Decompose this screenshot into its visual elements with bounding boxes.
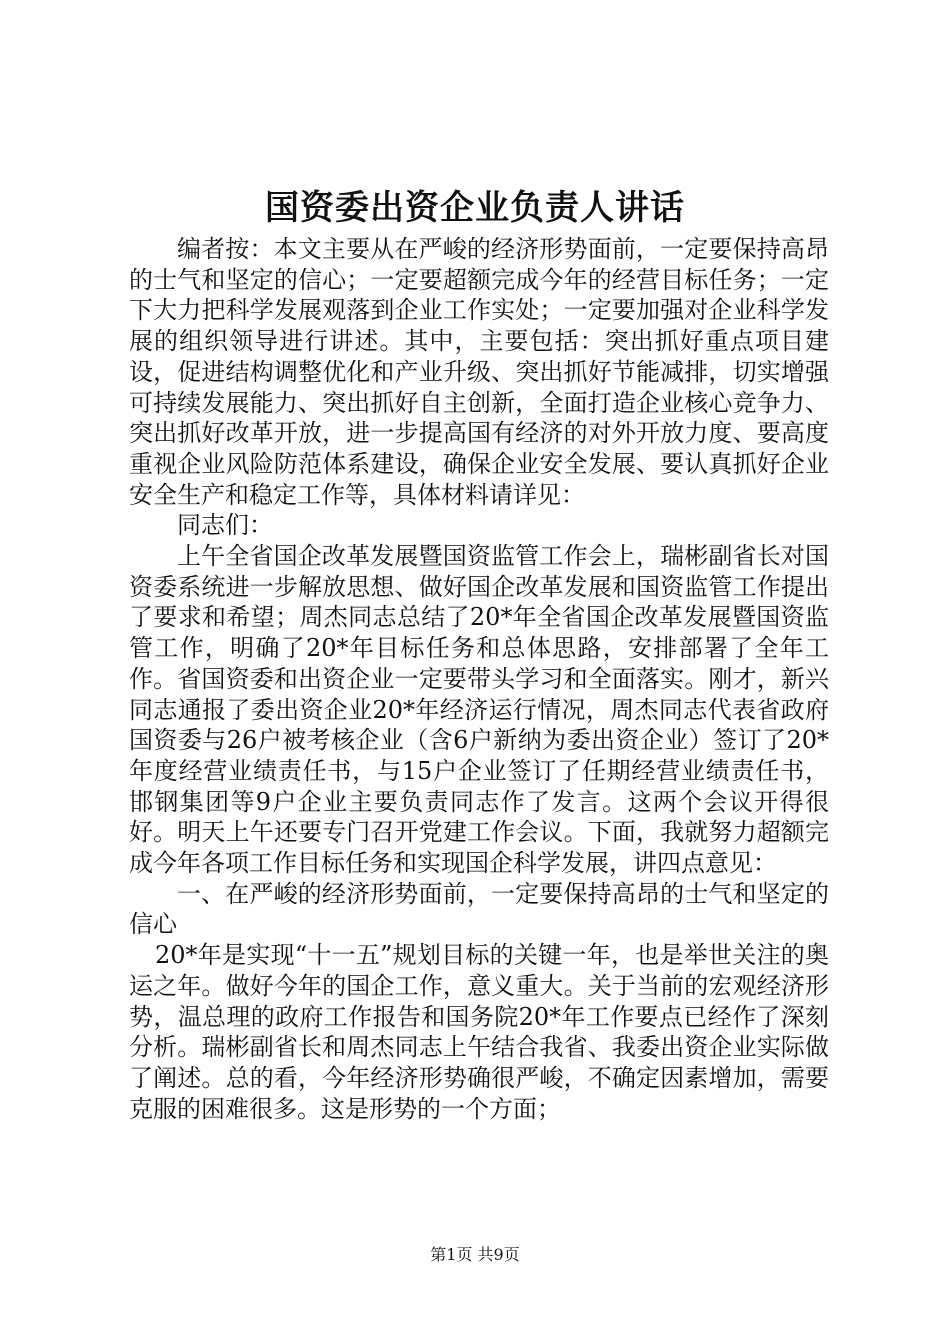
body-paragraph: 上午全省国企改革发展暨国资监管工作会上，瑞彬副省长对国资委系统进一步解放思想、做好国企改革发展和国资监管工作提出了要求和希望；周杰同志总结了20*年全省国企改革发展暨国资监管工作，明确了20*年目标任务和总体思路，安排部署了全年工作。省国资委和出资企业一定要带头学习和全面落实。刚才，新兴同志通报了委出资企业20*年经济运行情况，周杰同志代表省政府国资委与26户被考核企业（含6户新纳为委出资企业）签订了20*年度经营业绩责任书，与15户企业签订了任期经营业绩责任书，邯钢集团等9户企业主要负责同志作了发言。这两个会议开得很好。明天上午还要专门召开党建工作会议。下面，我就努力超额完成今年各项工作目标任务和实现国企科学发展，讲四点意见：: [129, 542, 829, 878]
document-title: 国资委出资企业负责人讲话: [265, 188, 685, 228]
page-number-footer: 第1页 共9页: [430, 1245, 520, 1264]
section-heading: 一、在严峻的经济形势面前，一定要保持高昂的士气和坚定的信心: [129, 879, 829, 939]
salutation-paragraph: 同志们：: [177, 511, 273, 540]
document-body: [129, 234, 829, 1124]
editor-note-paragraph: 编者按：本文主要从在严峻的经济形势面前，一定要保持高昂的士气和坚定的信心；一定要超额完成今年的经营目标任务；一定下大力把科学发展观落到企业工作实处；一定要加强对企业科学发展的组织领导进行讲述。其中，主要包括：突出抓好重点项目建设，促进结构调整优化和产业升级、突出抓好节能减排，切实增强可持续发展能力、突出抓好自主创新，全面打造企业核心竞争力、突出抓好改革开放，进一步提高国有经济的对外开放力度、要高度重视企业风险防范体系建设，确保企业安全发展、要认真抓好企业安全生产和稳定工作等，具体材料请详见：: [129, 235, 829, 509]
body-paragraph: 20*年是实现“十一五”规划目标的关键一年，也是举世关注的奥运之年。做好今年的国企工作，意义重大。关于当前的宏观经济形势，温总理的政府工作报告和国务院20*年工作要点已经作了深刻分析。瑞彬副省长和周杰同志上午结合我省、我委出资企业实际做了阐述。总的看，今年经济形势确很严峻，不确定因素增加，需要克服的困难很多。这是形势的一个方面；: [129, 941, 829, 1123]
